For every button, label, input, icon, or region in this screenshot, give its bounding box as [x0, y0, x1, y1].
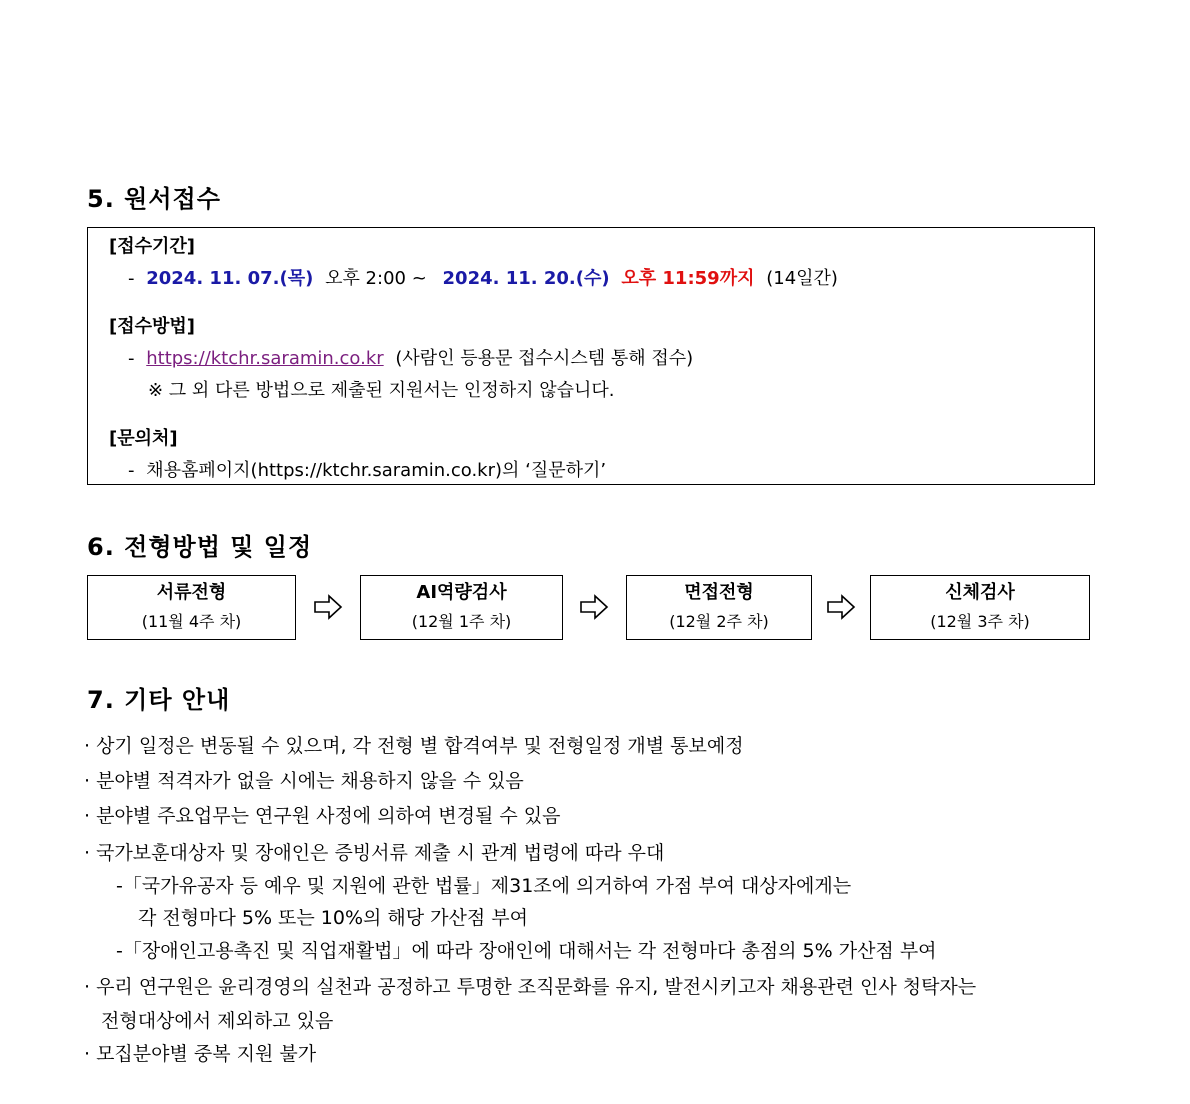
- step-interview: [626, 575, 812, 640]
- period-label: [접수기간]: [109, 236, 196, 257]
- method-desc: (사람인 등용문 접수시스템 통해 접수): [395, 348, 694, 369]
- application-link[interactable]: https://ktchr.saramin.co.kr: [146, 348, 384, 369]
- flow-arrow-icon: [313, 594, 343, 620]
- contact-label: [문의처]: [109, 428, 178, 449]
- section-7-title: 7. 기타 안내: [87, 686, 231, 714]
- notice-item: · 분야별 적격자가 없을 시에는 채용하지 않을 수 있음: [84, 770, 524, 792]
- method-note: ※ 그 외 다른 방법으로 제출된 지원서는 인정하지 않습니다.: [148, 380, 615, 401]
- period-line: [128, 264, 838, 290]
- method-line: [128, 344, 693, 370]
- step-title: AI역량검사: [416, 582, 507, 603]
- flow-arrow-icon: [579, 594, 609, 620]
- method-dash: -: [128, 348, 135, 369]
- step-title: 신체검사: [945, 582, 1015, 603]
- section-6-title: 6. 전형방법 및 일정: [87, 533, 313, 561]
- step-schedule: (12월 3주 차): [930, 612, 1030, 631]
- step-schedule: (12월 2주 차): [669, 612, 769, 631]
- contact-line: [128, 456, 606, 482]
- notice-subitem-cont: 각 전형마다 5% 또는 10%의 해당 가산점 부여: [138, 907, 528, 929]
- notice-item: · 모집분야별 중복 지원 불가: [84, 1043, 317, 1065]
- step-document-screening: [87, 575, 296, 640]
- notice-item: · 상기 일정은 변동될 수 있으며, 각 전형 별 합격여부 및 전형일정 개별 통보예정: [84, 735, 744, 757]
- contact-dash: -: [128, 460, 135, 481]
- start-time: 오후 2:00 ~: [325, 268, 427, 289]
- notice-item: · 국가보훈대상자 및 장애인은 증빙서류 제출 시 관계 법령에 따라 우대: [84, 842, 665, 864]
- notice-item: · 우리 연구원은 윤리경영의 실천과 공정하고 투명한 조직문화를 유지, 발전시키고자 채용관련 인사 청탁자는: [84, 976, 977, 998]
- step-medical-check: [870, 575, 1090, 640]
- notice-item-cont: 전형대상에서 제외하고 있음: [101, 1010, 334, 1032]
- notice-item: · 분야별 주요업무는 연구원 사정에 의하여 변경될 수 있음: [84, 805, 561, 827]
- step-schedule: (12월 1주 차): [411, 612, 512, 631]
- period-dash: -: [128, 268, 135, 289]
- start-date: 2024. 11. 07.(목): [146, 268, 314, 289]
- notice-subitem: -「장애인고용촉진 및 직업재활법」에 따라 장애인에 대해서는 각 전형마다 총점의 5% 가산점 부여: [116, 940, 937, 962]
- method-label: [접수방법]: [109, 316, 196, 337]
- contact-text: 채용홈페이지(https://ktchr.saramin.co.kr)의 ‘질문하기’: [146, 460, 607, 481]
- step-schedule: (11월 4주 차): [141, 612, 242, 631]
- section-5-title: 5. 원서접수: [87, 185, 221, 213]
- step-ai-assessment: [360, 575, 563, 640]
- step-title: 면접전형: [684, 582, 754, 603]
- application-info-box: [87, 227, 1095, 485]
- flow-arrow-icon: [826, 594, 856, 620]
- end-date: 2024. 11. 20.(수): [442, 268, 610, 289]
- step-title: 서류전형: [156, 582, 227, 603]
- period-days: (14일간): [766, 268, 838, 289]
- notice-subitem: -「국가유공자 등 예우 및 지원에 관한 법률」제31조에 의거하여 가점 부여 대상자에게는: [116, 875, 852, 897]
- end-time: 오후 11:59까지: [621, 268, 755, 289]
